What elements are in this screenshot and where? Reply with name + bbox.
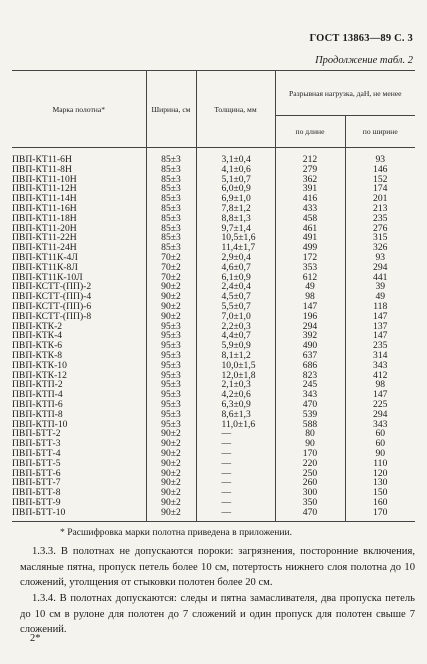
cell-brand: ПВП-КТП-10 [12,420,146,430]
cell-width: 90±2 [146,282,196,292]
cell-width: 95±3 [146,420,196,430]
cell-load-width: 93 [345,253,415,263]
paragraph-1-3-3 [20,544,415,591]
cell-load-length: 250 [275,469,345,479]
cell-thickness: — [196,459,275,469]
cell-load-length: 80 [275,429,345,439]
cell-width: 85±3 [146,214,196,224]
cell-brand: ПВП-КТ11К-4Л [12,253,146,263]
cell-thickness: 2,2±0,3 [196,322,275,332]
cell-load-length: 470 [275,400,345,410]
cell-load-width: 235 [345,214,415,224]
cell-brand: ПВП-КТ11-10Н [12,175,146,185]
paragraph-text: 1.3.3. В полотнах не допускаются пороки: загрязнения, посторонние включения, масляные пятна, пропуск петель более 10 см, потертость нижнего слоя полотна до 10 сложений, утолщения от стыковки полотен более 20 см. [20,546,415,588]
cell-width: 85±3 [146,233,196,243]
cell-load-width: 147 [345,312,415,322]
table-continuation-label: Продолжение табл. 2 [315,55,413,66]
cell-width: 90±2 [146,439,196,449]
cell-load-width: 93 [345,148,415,165]
cell-load-length: 392 [275,331,345,341]
cell-load-width: 294 [345,263,415,273]
cell-load-width: 441 [345,273,415,283]
table-row [12,439,415,449]
footnote: * Расшифровка марки полотна приведена в приложении. [60,527,293,538]
cell-width: 70±2 [146,253,196,263]
cell-width: 90±2 [146,488,196,498]
cell-thickness: — [196,478,275,488]
cell-thickness: 4,5±0,7 [196,292,275,302]
cell-width: 90±2 [146,478,196,488]
cell-thickness: 3,1±0,4 [196,148,275,165]
cell-brand: ПВП-КСТТ-(ПП)-8 [12,312,146,322]
cell-load-length: 491 [275,233,345,243]
cell-load-length: 637 [275,351,345,361]
cell-width: 90±2 [146,292,196,302]
cell-thickness: 2,4±0,4 [196,282,275,292]
cell-brand: ПВП-КТ11К-10Л [12,273,146,283]
cell-thickness: 10,0±1,5 [196,361,275,371]
cell-brand: ПВП-БТТ-9 [12,498,146,508]
cell-thickness: 7,8±1,2 [196,204,275,214]
table-row [12,331,415,341]
table-row [12,322,415,332]
cell-load-length: 350 [275,498,345,508]
table-row [12,429,415,439]
cell-load-width: 294 [345,410,415,420]
cell-brand: ПВП-КСТТ-(ПП)-4 [12,292,146,302]
cell-thickness: — [196,498,275,508]
header-thickness: Толщина, мм [196,71,275,148]
cell-thickness: — [196,439,275,449]
paragraph-1-3-4 [20,591,415,638]
cell-load-length: 362 [275,175,345,185]
cell-thickness: 4,2±0,6 [196,390,275,400]
cell-load-width: 90 [345,449,415,459]
cell-width: 85±3 [146,224,196,234]
cell-brand: ПВП-КТП-8 [12,410,146,420]
cell-width: 85±3 [146,243,196,253]
table-row [12,478,415,488]
cell-load-width: 147 [345,331,415,341]
cell-thickness: 2,1±0,3 [196,380,275,390]
cell-brand: ПВП-КТ11-18Н [12,214,146,224]
table-row [12,351,415,361]
cell-brand: ПВП-БТТ-8 [12,488,146,498]
cell-load-length: 588 [275,420,345,430]
cell-brand: ПВП-КТ11К-8Л [12,263,146,273]
cell-brand: ПВП-КТП-4 [12,390,146,400]
cell-width: 85±3 [146,175,196,185]
page-mark: 2* [30,633,41,644]
cell-load-width: 160 [345,498,415,508]
cell-width: 90±2 [146,429,196,439]
cell-load-length: 433 [275,204,345,214]
cell-width: 85±3 [146,204,196,214]
cell-brand: ПВП-БТТ-10 [12,508,146,522]
cell-load-length: 353 [275,263,345,273]
cell-load-length: 172 [275,253,345,263]
cell-width: 95±3 [146,331,196,341]
cell-width: 85±3 [146,184,196,194]
cell-load-width: 60 [345,429,415,439]
cell-load-length: 490 [275,341,345,351]
table-row [12,449,415,459]
table-row [12,469,415,479]
cell-width: 90±2 [146,302,196,312]
cell-load-length: 260 [275,478,345,488]
cell-load-width: 146 [345,165,415,175]
cell-load-width: 314 [345,351,415,361]
cell-brand: ПВП-КТ11-20Н [12,224,146,234]
table-row [12,380,415,390]
cell-load-width: 39 [345,282,415,292]
cell-brand: ПВП-БТТ-4 [12,449,146,459]
cell-brand: ПВП-КТ11-22Н [12,233,146,243]
cell-load-length: 147 [275,302,345,312]
cell-load-length: 90 [275,439,345,449]
cell-brand: ПВП-КТК-8 [12,351,146,361]
cell-load-width: 201 [345,194,415,204]
cell-brand: ПВП-КТ11-8Н [12,165,146,175]
cell-load-length: 343 [275,390,345,400]
cell-load-length: 212 [275,148,345,165]
cell-width: 90±2 [146,469,196,479]
cell-load-width: 49 [345,292,415,302]
cell-thickness: 4,6±0,7 [196,263,275,273]
cell-brand: ПВП-КСТТ-(ПП)-2 [12,282,146,292]
cell-thickness: 4,4±0,7 [196,331,275,341]
cell-load-width: 235 [345,341,415,351]
cell-load-length: 416 [275,194,345,204]
cell-load-length: 686 [275,361,345,371]
cell-width: 95±3 [146,351,196,361]
table-row [12,361,415,371]
cell-thickness: 11,0±1,6 [196,420,275,430]
cell-width: 90±2 [146,312,196,322]
cell-thickness: 5,1±0,7 [196,175,275,185]
cell-width: 95±3 [146,410,196,420]
cell-load-width: 98 [345,380,415,390]
cell-width: 85±3 [146,165,196,175]
cell-load-length: 470 [275,508,345,522]
table-body [12,148,415,522]
cell-brand: ПВП-КТП-6 [12,400,146,410]
cell-brand: ПВП-КТ11-16Н [12,204,146,214]
cell-load-length: 539 [275,410,345,420]
header-brand: Марка полотна* [12,71,146,148]
cell-width: 90±2 [146,498,196,508]
cell-thickness: — [196,469,275,479]
cell-width: 95±3 [146,322,196,332]
standard-header: ГОСТ 13863—89 С. 3 [309,33,413,44]
cell-thickness: 12,0±1,8 [196,371,275,381]
cell-thickness: 7,0±1,0 [196,312,275,322]
cell-load-width: 147 [345,390,415,400]
cell-width: 90±2 [146,459,196,469]
cell-thickness: 2,9±0,4 [196,253,275,263]
cell-brand: ПВП-КСТТ-(ПП)-6 [12,302,146,312]
cell-brand: ПВП-КТП-2 [12,380,146,390]
cell-thickness: 4,1±0,6 [196,165,275,175]
cell-thickness: — [196,429,275,439]
cell-brand: ПВП-БТТ-3 [12,439,146,449]
cell-brand: ПВП-КТ11-6Н [12,148,146,165]
cell-width: 95±3 [146,361,196,371]
cell-load-length: 391 [275,184,345,194]
cell-thickness: — [196,449,275,459]
cell-brand: ПВП-КТК-4 [12,331,146,341]
cell-load-width: 343 [345,420,415,430]
cell-brand: ПВП-БТТ-2 [12,429,146,439]
cell-brand: ПВП-КТ11-24Н [12,243,146,253]
cell-width: 95±3 [146,341,196,351]
table-row [12,508,415,522]
cell-load-width: 343 [345,361,415,371]
cell-brand: ПВП-КТ11-12Н [12,184,146,194]
cell-width: 95±3 [146,380,196,390]
cell-thickness: 6,3±0,9 [196,400,275,410]
cell-width: 70±2 [146,263,196,273]
properties-table [12,70,415,522]
cell-load-length: 98 [275,292,345,302]
table-row [12,390,415,400]
cell-width: 70±2 [146,273,196,283]
cell-thickness: 9,7±1,4 [196,224,275,234]
table-row [12,371,415,381]
cell-thickness: 5,5±0,7 [196,302,275,312]
cell-brand: ПВП-БТТ-7 [12,478,146,488]
cell-thickness: 6,0±0,9 [196,184,275,194]
cell-thickness: 11,4±1,7 [196,243,275,253]
paragraph-text: 1.3.4. В полотнах допускаются: следы и пятна замасливателя, два пропуска петель до 10 см в рулоне для полотен до 7 сложений и один пропуск для полотен свыше 7 сложений. [20,593,415,635]
cell-thickness: 8,6±1,3 [196,410,275,420]
cell-load-width: 110 [345,459,415,469]
cell-width: 85±3 [146,194,196,204]
cell-thickness: 6,9±1,0 [196,194,275,204]
cell-brand: ПВП-КТК-2 [12,322,146,332]
cell-load-width: 276 [345,224,415,234]
cell-load-length: 170 [275,449,345,459]
cell-load-length: 220 [275,459,345,469]
header-breaking-load: Разрывная нагрузка, даН, не менее [275,71,415,116]
cell-width: 95±3 [146,400,196,410]
cell-width: 85±3 [146,148,196,165]
cell-load-length: 245 [275,380,345,390]
cell-load-length: 461 [275,224,345,234]
cell-width: 90±2 [146,449,196,459]
cell-brand: ПВП-БТТ-5 [12,459,146,469]
cell-brand: ПВП-КТ11-14Н [12,194,146,204]
table-row [12,341,415,351]
cell-load-width: 137 [345,322,415,332]
cell-load-length: 458 [275,214,345,224]
cell-width: 90±2 [146,508,196,522]
cell-load-width: 225 [345,400,415,410]
cell-width: 95±3 [146,371,196,381]
cell-width: 95±3 [146,390,196,400]
cell-thickness: — [196,488,275,498]
cell-load-width: 118 [345,302,415,312]
table-row [12,498,415,508]
header-width: Ширина, см [146,71,196,148]
cell-load-width: 315 [345,233,415,243]
header-by-length: по длине [275,116,345,148]
cell-brand: ПВП-КТК-10 [12,361,146,371]
cell-load-width: 174 [345,184,415,194]
cell-thickness: 5,9±0,9 [196,341,275,351]
cell-load-length: 823 [275,371,345,381]
cell-load-length: 196 [275,312,345,322]
cell-load-length: 300 [275,488,345,498]
cell-thickness: — [196,508,275,522]
cell-thickness: 6,1±0,9 [196,273,275,283]
cell-load-width: 326 [345,243,415,253]
table-row [12,459,415,469]
table-row [12,312,415,322]
table-row [12,488,415,498]
table-row [12,148,415,165]
cell-load-width: 150 [345,488,415,498]
cell-load-width: 412 [345,371,415,381]
cell-load-length: 294 [275,322,345,332]
table-row [12,420,415,430]
cell-load-width: 152 [345,175,415,185]
cell-load-length: 499 [275,243,345,253]
cell-load-width: 120 [345,469,415,479]
table-row [12,410,415,420]
cell-thickness: 10,5±1,6 [196,233,275,243]
cell-load-length: 49 [275,282,345,292]
cell-load-width: 170 [345,508,415,522]
cell-load-width: 130 [345,478,415,488]
cell-load-length: 612 [275,273,345,283]
cell-load-length: 279 [275,165,345,175]
header-by-width: по ширине [345,116,415,148]
cell-brand: ПВП-БТТ-6 [12,469,146,479]
cell-brand: ПВП-КТК-6 [12,341,146,351]
cell-brand: ПВП-КТК-12 [12,371,146,381]
cell-load-width: 60 [345,439,415,449]
cell-thickness: 8,1±1,2 [196,351,275,361]
cell-load-width: 213 [345,204,415,214]
table-row [12,400,415,410]
cell-thickness: 8,8±1,3 [196,214,275,224]
